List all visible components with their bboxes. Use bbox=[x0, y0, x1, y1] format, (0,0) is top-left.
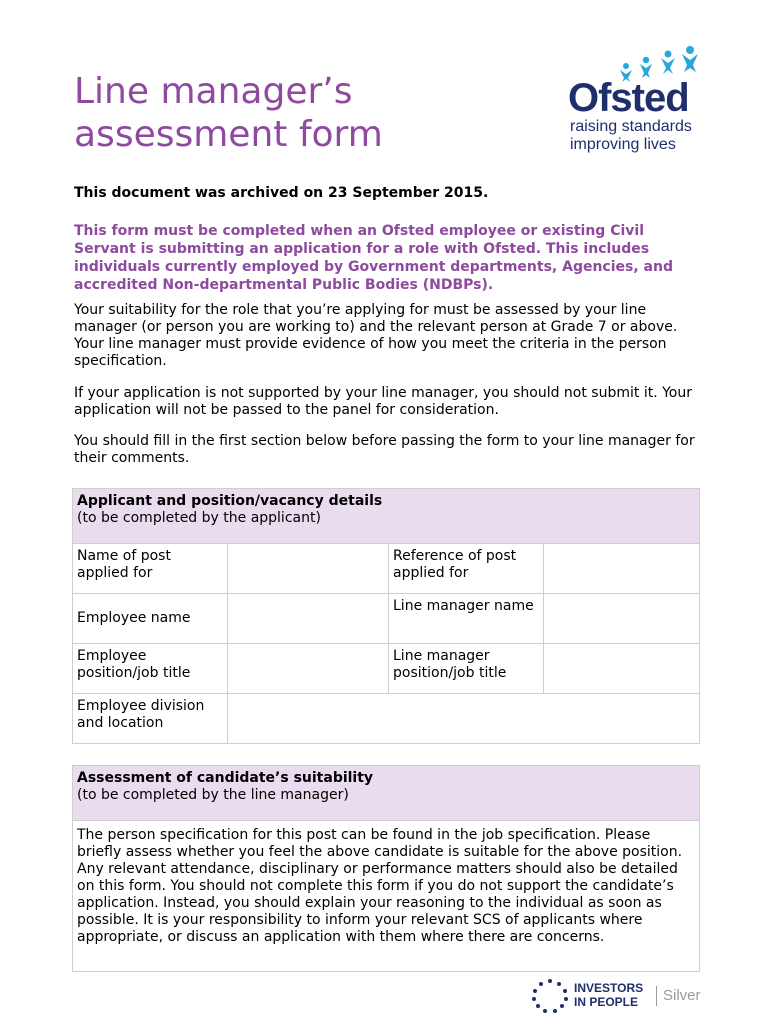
laurel-icon bbox=[530, 978, 570, 1014]
employee-name-input[interactable] bbox=[228, 594, 389, 644]
archived-note: This document was archived on 23 September 2015. bbox=[74, 185, 489, 201]
table-row bbox=[73, 594, 700, 644]
manager-name-input[interactable] bbox=[544, 594, 700, 644]
ofsted-logo bbox=[568, 46, 708, 156]
assessment-table bbox=[72, 765, 700, 972]
post-label: Name of post applied for bbox=[73, 544, 228, 594]
manager-name-label: Line manager name bbox=[389, 594, 544, 644]
iip-line-2: IN PEOPLE bbox=[574, 995, 639, 1009]
section-header-cell bbox=[73, 766, 700, 821]
table-row bbox=[73, 694, 700, 744]
iip-wordmark bbox=[574, 981, 643, 1009]
intro-paragraph: This form must be completed when an Ofsted employee or existing Civil Servant is submitting an application for a role with Ofsted. This includes individuals currently employed by Government departments, Agencies, and accredited Non-departmental Public Bodies (NDBPs). bbox=[74, 223, 673, 293]
tagline-line-2: improving lives bbox=[570, 136, 676, 153]
assessment-body[interactable]: The person specification for this post can be found in the job specification. Please briefly assess whether you feel the above candidate is suitable for the above position. Any relevant attendance, disciplinary or performance matters should also be detailed on this form. You should not complete this form if you do not support the candidate’s application. Instead, you should explain your reasoning to the individual as soon as possible. It is your responsibility to inform your relevant SCS of applicants where appropriate, or discuss an application with them where there are concerns. bbox=[73, 821, 700, 972]
iip-line-1: INVESTORS bbox=[574, 981, 644, 995]
ofsted-wordmark: Ofsted bbox=[568, 76, 689, 120]
section-subheading: (to be completed by the applicant) bbox=[77, 510, 321, 526]
section-header-cell bbox=[73, 489, 700, 544]
ofsted-tagline bbox=[570, 118, 692, 154]
post-input[interactable] bbox=[228, 544, 389, 594]
suitability-paragraph: Your suitability for the role that you’re applying for must be assessed by your line manager (or person you are working to) and the relevant person at Grade 7 or above. Your line manager must provide evidence of how you meet the criteria in the person specification. bbox=[74, 302, 678, 369]
section-heading: Applicant and position/vacancy details bbox=[77, 493, 383, 509]
silver-level: Silver bbox=[656, 986, 701, 1006]
division-input[interactable] bbox=[228, 694, 700, 744]
manager-title-label: Line manager position/job title bbox=[389, 644, 544, 694]
reference-label: Reference of post applied for bbox=[389, 544, 544, 594]
instructions-paragraph: You should fill in the first section below before passing the form to your line manager for their comments. bbox=[74, 433, 695, 466]
employee-title-label: Employee position/job title bbox=[73, 644, 228, 694]
tagline-line-1: raising standards bbox=[570, 118, 692, 135]
manager-title-input[interactable] bbox=[544, 644, 700, 694]
division-label: Employee division and location bbox=[73, 694, 228, 744]
section-header-row bbox=[73, 766, 700, 821]
investors-in-people-logo bbox=[530, 978, 700, 1014]
section-subheading: (to be completed by the line manager) bbox=[77, 787, 349, 803]
support-paragraph: If your application is not supported by your line manager, you should not submit it. Your application will not be passed to the panel for consideration. bbox=[74, 385, 692, 418]
section-heading: Assessment of candidate’s suitability bbox=[77, 770, 374, 786]
applicant-details-table bbox=[72, 488, 700, 744]
table-row bbox=[73, 544, 700, 594]
section-header-row bbox=[73, 489, 700, 544]
page-title: Line manager’s assessment form bbox=[74, 71, 383, 155]
employee-title-input[interactable] bbox=[228, 644, 389, 694]
table-row bbox=[73, 644, 700, 694]
reference-input[interactable] bbox=[544, 544, 700, 594]
table-row bbox=[73, 821, 700, 972]
employee-name-label: Employee name bbox=[73, 594, 228, 644]
